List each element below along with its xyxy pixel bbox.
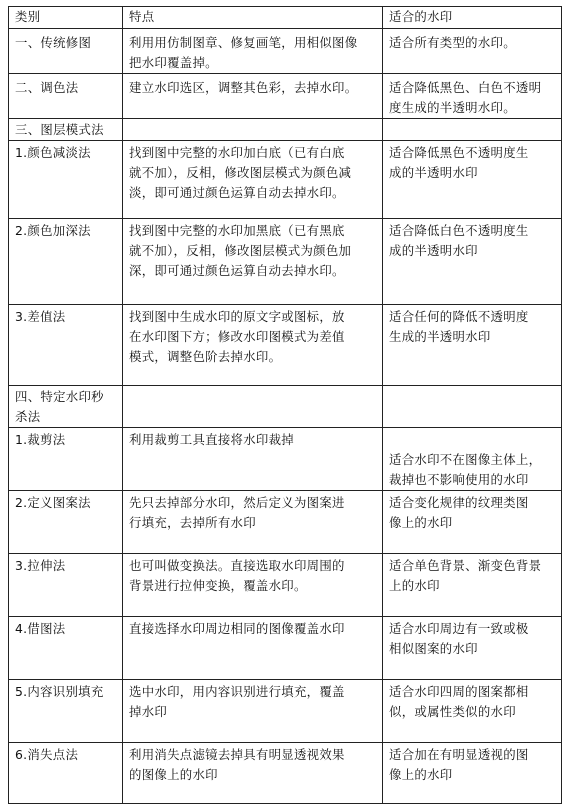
suitable-watermark-cell: 适合水印四周的图案都相 似，或属性类似的水印 — [383, 680, 562, 743]
category-cell: 二、调色法 — [9, 74, 123, 119]
category-cell: 四、特定水印秒 杀法 — [9, 386, 123, 428]
table-row — [9, 219, 562, 305]
suitable-watermark-cell: 适合降低黑色不透明度生 成的半透明水印 — [383, 141, 562, 219]
features-cell — [123, 119, 383, 141]
features-cell: 也可叫做变换法。直接选取水印周围的 背景进行拉伸变换，覆盖水印。 — [123, 554, 383, 617]
table-row — [9, 305, 562, 386]
table-row — [9, 119, 562, 141]
header-suitable-watermark: 适合的水印 — [383, 7, 562, 29]
suitable-watermark-cell: 适合降低黑色、白色不透明 度生成的半透明水印。 — [383, 74, 562, 119]
header-row — [9, 7, 562, 29]
category-cell: 3.差值法 — [9, 305, 123, 386]
category-cell: 4.借图法 — [9, 617, 123, 680]
table-row — [9, 386, 562, 428]
table-row — [9, 428, 562, 491]
suitable-watermark-cell: 适合任何的降低不透明度 生成的半透明水印 — [383, 305, 562, 386]
suitable-watermark-cell: 适合所有类型的水印。 — [383, 29, 562, 74]
category-cell: 一、传统修图 — [9, 29, 123, 74]
table-row — [9, 491, 562, 554]
watermark-methods-table — [8, 6, 562, 804]
suitable-watermark-cell: 适合加在有明显透视的图 像上的水印 — [383, 743, 562, 804]
category-cell: 3.拉伸法 — [9, 554, 123, 617]
suitable-watermark-cell: 适合降低白色不透明度生 成的半透明水印 — [383, 219, 562, 305]
features-cell: 找到图中生成水印的原文字或图标，放 在水印图下方；修改水印图模式为差值 模式，调整色阶去掉水印。 — [123, 305, 383, 386]
category-cell: 2.定义图案法 — [9, 491, 123, 554]
table-row — [9, 74, 562, 119]
features-cell: 找到图中完整的水印加黑底（已有黑底 就不加），反相，修改图层模式为颜色加 深，即可通过颜色运算自动去掉水印。 — [123, 219, 383, 305]
table-row — [9, 29, 562, 74]
table-row — [9, 743, 562, 804]
features-cell: 找到图中完整的水印加白底（已有白底 就不加），反相，修改图层模式为颜色减 淡，即可通过颜色运算自动去掉水印。 — [123, 141, 383, 219]
category-cell: 三、图层模式法 — [9, 119, 123, 141]
features-cell — [123, 386, 383, 428]
features-cell: 选中水印，用内容识别进行填充，覆盖 掉水印 — [123, 680, 383, 743]
table-row — [9, 680, 562, 743]
suitable-watermark-cell: 适合水印周边有一致或极 相似图案的水印 — [383, 617, 562, 680]
header-features: 特点 — [123, 7, 383, 29]
suitable-watermark-cell: 适合水印不在图像主体上， 裁掉也不影响使用的水印 — [383, 428, 562, 491]
features-cell: 利用消失点滤镜去掉具有明显透视效果 的图像上的水印 — [123, 743, 383, 804]
suitable-watermark-cell: 适合单色背景、渐变色背景 上的水印 — [383, 554, 562, 617]
header-category: 类别 — [9, 7, 123, 29]
table-row — [9, 141, 562, 219]
features-cell: 利用裁剪工具直接将水印裁掉 — [123, 428, 383, 491]
suitable-watermark-cell — [383, 386, 562, 428]
category-cell: 5.内容识别填充 — [9, 680, 123, 743]
suitable-watermark-cell — [383, 119, 562, 141]
category-cell: 6.消失点法 — [9, 743, 123, 804]
category-cell: 1.颜色减淡法 — [9, 141, 123, 219]
features-cell: 先只去掉部分水印，然后定义为图案进 行填充，去掉所有水印 — [123, 491, 383, 554]
features-cell: 建立水印选区，调整其色彩，去掉水印。 — [123, 74, 383, 119]
features-cell: 利用用仿制图章、修复画笔，用相似图像 把水印覆盖掉。 — [123, 29, 383, 74]
table-row — [9, 617, 562, 680]
suitable-watermark-cell: 适合变化规律的纹理类图 像上的水印 — [383, 491, 562, 554]
category-cell: 1.裁剪法 — [9, 428, 123, 491]
features-cell: 直接选择水印周边相同的图像覆盖水印 — [123, 617, 383, 680]
table-row — [9, 554, 562, 617]
category-cell: 2.颜色加深法 — [9, 219, 123, 305]
